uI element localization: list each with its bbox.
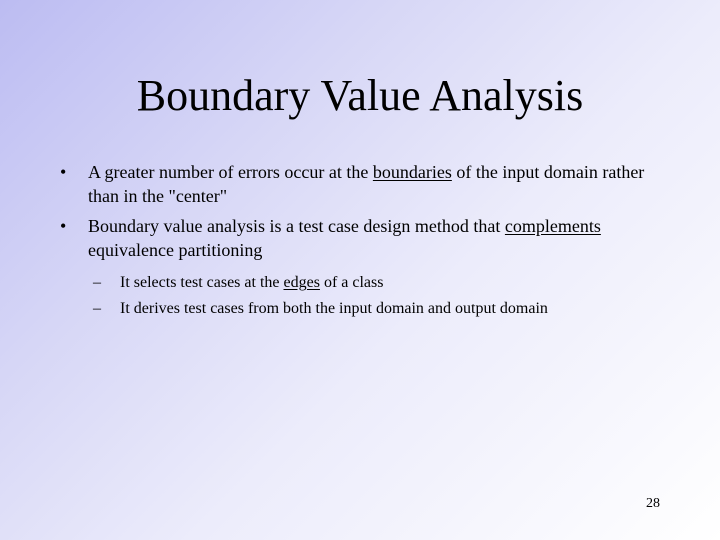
bullet-text: equivalence partitioning (88, 240, 263, 260)
sub-bullet-text: of a class (319, 274, 384, 291)
sub-bullet-item (90, 298, 676, 319)
slide-title: Boundary Value Analysis (136, 71, 584, 120)
bullet-item (56, 214, 676, 262)
bullet-emphasis: boundaries (372, 162, 452, 182)
slide-body (56, 160, 676, 324)
sub-bullet-text: It derives test cases from both the input domain and output domain (120, 300, 548, 317)
bullet-item (56, 160, 676, 208)
sub-bullet-marker: – (93, 300, 101, 317)
bullet-text: Boundary value analysis is a test case design method that (88, 216, 505, 236)
sub-bullet-list (90, 272, 676, 319)
sub-bullet-item (90, 272, 676, 293)
bullet-marker: • (60, 216, 67, 236)
bullet-text: of the input domain rather than in the "center" (88, 162, 645, 206)
bullet-emphasis: complements (504, 216, 601, 236)
page-number: 28 (646, 496, 660, 511)
sub-bullet-text: It selects test cases at the (120, 274, 284, 291)
sub-bullet-emphasis: edges (283, 274, 320, 291)
sub-bullet-marker: – (93, 274, 101, 291)
bullet-marker: • (60, 162, 67, 182)
bullet-text: A greater number of errors occur at the (88, 162, 373, 182)
